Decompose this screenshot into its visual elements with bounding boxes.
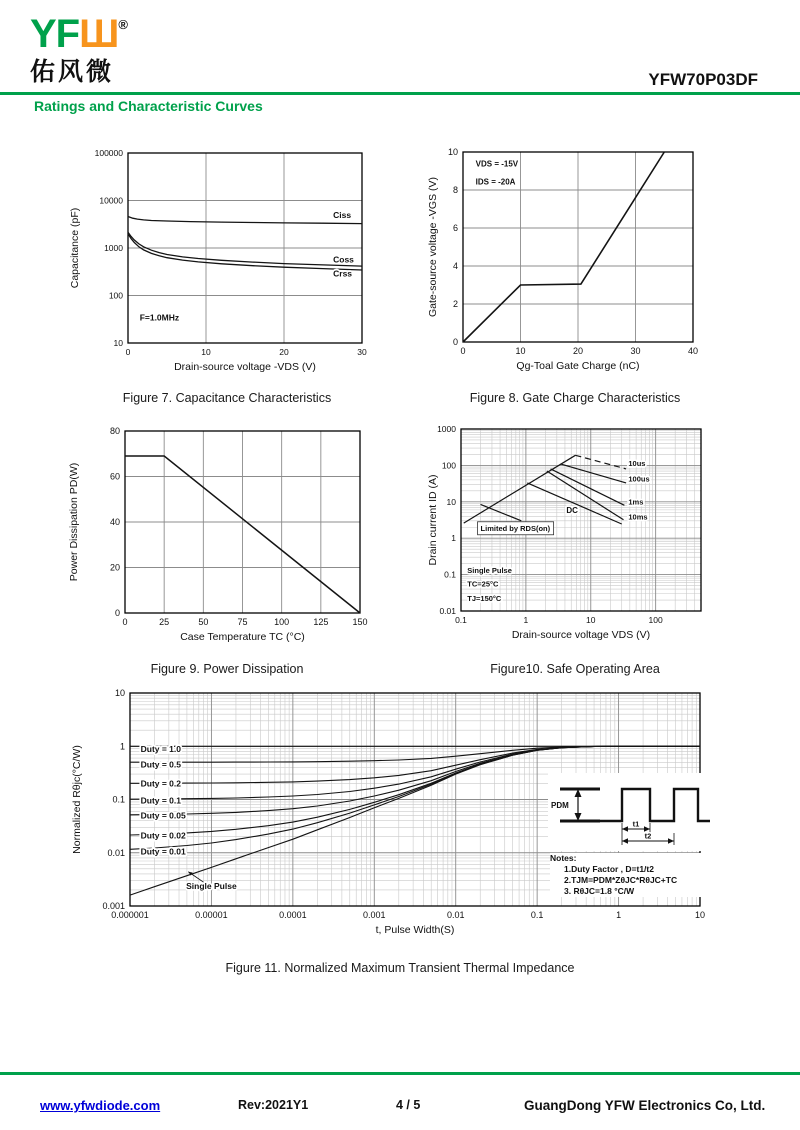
fig9-svg [62, 423, 392, 663]
fig8-label: IDS = -20A [475, 177, 516, 187]
registered-mark: ® [118, 17, 128, 32]
figure10-caption: Figure10. Safe Operating Area [490, 662, 660, 676]
logo-w: Ш [79, 12, 119, 56]
x-tick-label: 0.01 [446, 910, 465, 920]
logo-yf: YF [30, 12, 80, 56]
y-tick-label: 80 [109, 426, 120, 436]
x-tick-label: 10 [201, 347, 211, 357]
x-tick-label: 0 [125, 347, 131, 357]
fig8-svg [425, 143, 725, 388]
y-tick-label: 2 [452, 299, 458, 309]
x-tick-label: 0.0001 [279, 910, 307, 920]
fig11-y-axis-title: Normalized Rθjc(°C/W) [71, 745, 83, 854]
y-tick-label: 20 [109, 562, 120, 573]
y-tick-label: 8 [452, 185, 458, 195]
x-tick-label: 10 [694, 910, 706, 920]
figure7-caption: Figure 7. Capacitance Characteristics [122, 391, 332, 405]
y-tick-label: 100 [441, 460, 456, 471]
fig7-svg [62, 143, 392, 388]
y-tick-label: 0.1 [444, 569, 456, 580]
y-tick-label: 1000 [437, 424, 456, 434]
fig11-x-axis-title: t, Pulse Width(S) [375, 924, 455, 936]
fig7-y-axis-title: Capacitance (pF) [69, 207, 81, 289]
footer [0, 1098, 800, 1118]
y-tick-label: 1 [119, 741, 125, 752]
x-tick-label: 10 [586, 615, 596, 625]
fig10-label: TJ=150°C [467, 593, 502, 603]
y-tick-label: 0.1 [112, 794, 125, 805]
logo-wordmark [30, 4, 128, 55]
y-tick-label: 10 [447, 147, 458, 157]
x-tick-label: 0 [460, 346, 466, 356]
note-rthjc: 3. RθJC=1.8 °C/W [564, 886, 635, 896]
y-tick-label: 40 [109, 517, 120, 527]
thermal-notes [550, 853, 758, 897]
fig10-y-axis-title: Drain current ID (A) [427, 474, 439, 566]
note-tjm-formula: 2.TJM=PDM*ZθJC*RθJC+TC [564, 875, 678, 885]
x-tick-label: 150 [352, 617, 368, 627]
logo-chinese-name: 佑风微 [30, 58, 115, 86]
header-divider [0, 92, 800, 95]
page-title: Ratings and Characteristic Curves [34, 98, 263, 114]
footer-divider [0, 1072, 800, 1075]
y-tick-label: 10000 [99, 195, 123, 206]
y-tick-label: 1000 [104, 243, 123, 253]
inset-power-label: PDM [551, 801, 569, 810]
fig11-label: Single Pulse [186, 880, 237, 891]
x-tick-label: 0 [122, 617, 128, 627]
fig11-label: Duty = 1.0 [140, 743, 182, 754]
pulse-train [600, 789, 710, 821]
fig10-label: 10ms [628, 512, 648, 522]
thermal-impedance-chart [60, 685, 750, 947]
fig10-label: Limited by RDS(on) [480, 523, 551, 533]
x-tick-label: 0.000001 [111, 910, 149, 920]
y-tick-label: 0 [452, 337, 458, 347]
x-tick-label: 0.1 [455, 615, 467, 625]
x-tick-label: 0.00001 [195, 910, 228, 920]
y-tick-label: 10 [446, 496, 456, 507]
logo [30, 4, 128, 88]
fig11-label: Duty = 0.5 [140, 759, 182, 770]
y-tick-label: 1 [451, 533, 456, 544]
y-tick-label: 100000 [94, 148, 123, 158]
note-duty-factor: 1.Duty Factor , D=t1/t2 [564, 864, 654, 874]
fig11-label: Duty = 0.05 [140, 810, 186, 821]
fig10-label: TC=25°C [467, 579, 499, 589]
y-tick-label: 0.001 [102, 901, 125, 911]
x-tick-label: 30 [630, 346, 641, 356]
pulse-waveform-diagram [548, 773, 714, 851]
x-tick-label: 100 [274, 617, 290, 627]
fig8-x-axis-title: Qg-Toal Gate Charge (nC) [516, 360, 640, 372]
y-tick-label: 100 [108, 290, 123, 301]
fig11-label: Duty = 0.02 [140, 830, 186, 841]
x-tick-label: 100 [648, 615, 663, 625]
x-tick-label: 0.001 [363, 910, 386, 920]
safe-operating-area-chart [425, 423, 755, 668]
figure9-caption: Figure 9. Power Dissipation [150, 662, 304, 676]
x-tick-label: 0.1 [530, 910, 544, 920]
figure8-caption: Figure 8. Gate Charge Characteristics [469, 391, 681, 405]
page-number: 4 / 5 [396, 1098, 421, 1112]
inset-t2-label: t2 [644, 831, 652, 841]
y-tick-label: 10 [113, 338, 123, 348]
fig7-label: F=1.0MHz [139, 312, 180, 323]
fig9-x-axis-title: Case Temperature TC (°C) [180, 631, 305, 643]
fig7-x-axis-title: Drain-source voltage -VDS (V) [174, 361, 316, 373]
revision-label: Rev:2021Y1 [238, 1098, 309, 1112]
power-dissipation-chart [62, 423, 392, 663]
fig9-y-axis-title: Power Dissipation PD(W) [68, 462, 80, 582]
fig10-svg [425, 423, 755, 668]
y-tick-label: 0 [114, 608, 120, 618]
y-tick-label: 0.01 [439, 606, 456, 616]
website-link[interactable]: www.yfwdiode.com [40, 1098, 161, 1113]
x-tick-label: 20 [279, 347, 289, 357]
fig7-label: Crss [333, 268, 353, 279]
capacitance-chart [62, 143, 392, 388]
x-tick-label: 40 [687, 346, 699, 356]
x-tick-label: 125 [313, 617, 329, 627]
x-tick-label: 75 [237, 617, 248, 627]
fig11-label: Duty = 0.2 [140, 778, 182, 789]
notes-title: Notes: [550, 853, 577, 863]
fig9-grid [125, 431, 360, 613]
x-tick-label: 10 [515, 346, 526, 356]
fig7-series [128, 217, 362, 271]
fig10-label: Single Pulse [467, 566, 512, 576]
curve-Coss [128, 232, 362, 266]
curve-Ciss [128, 217, 362, 224]
fig11-label: Duty = 0.1 [140, 795, 182, 806]
y-tick-label: 4 [452, 261, 458, 271]
fig10-x-axis-title: Drain-source voltage VDS (V) [511, 629, 651, 641]
y-tick-label: 60 [109, 471, 120, 482]
inset-t1-label: t1 [632, 819, 640, 829]
x-tick-label: 25 [159, 617, 170, 627]
fig10-label: 100us [628, 474, 650, 484]
x-tick-label: 1 [523, 615, 529, 625]
x-tick-label: 1 [616, 910, 622, 920]
x-tick-label: 20 [572, 346, 584, 356]
fig7-label: Coss [333, 254, 354, 265]
y-tick-label: 6 [452, 223, 458, 233]
fig11-label: Duty = 0.01 [140, 846, 186, 857]
fig7-label: Ciss [333, 209, 352, 220]
figure11-caption: Figure 11. Normalized Maximum Transient Thermal Impedance [225, 961, 575, 975]
y-tick-label: 0.01 [107, 847, 125, 858]
part-number: YFW70P03DF [648, 70, 758, 89]
pulse-waveform-inset [548, 773, 714, 851]
company-name: GuangDong YFW Electronics Co, Ltd. [524, 1098, 766, 1113]
fig8-y-axis-title: Gate-source voltage -VGS (V) [427, 176, 439, 318]
x-tick-label: 30 [357, 347, 367, 357]
fig10-label: 1ms [628, 497, 644, 507]
fig10-label: DC [566, 505, 578, 515]
x-tick-label: 50 [198, 617, 209, 627]
y-tick-label: 10 [114, 688, 125, 698]
fig10-label: 10us [628, 459, 646, 469]
fig8-label: VDS = -15V [475, 159, 519, 169]
gate-charge-chart [425, 143, 725, 388]
